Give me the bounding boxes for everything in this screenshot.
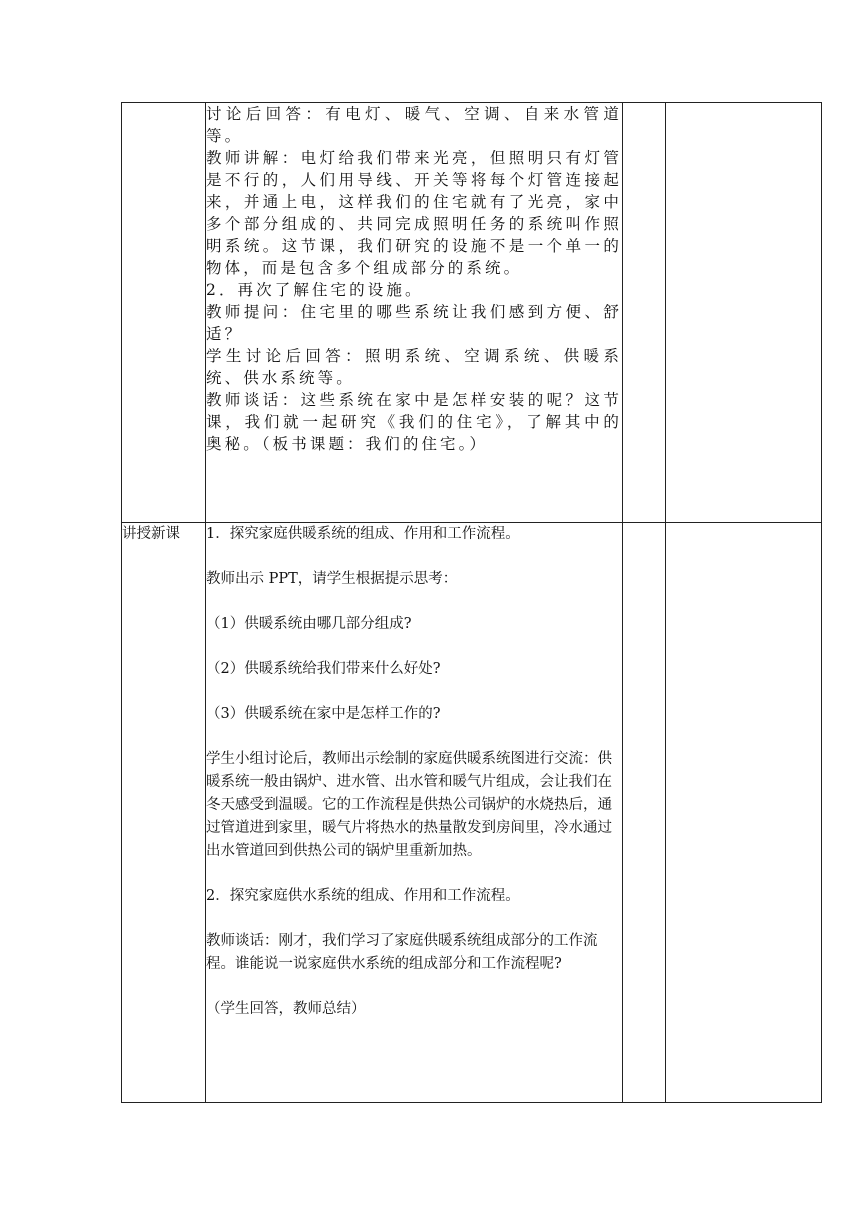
lesson-plan-table [121, 102, 822, 1103]
paragraph: （3）供暖系统在家中是怎样工作的? [206, 706, 441, 722]
empty-cell [666, 523, 822, 1103]
paragraph: 学生讨论后回答：照明系统、空调系统、供暖系统、供水系统等。 [206, 347, 622, 387]
paragraph: （1）供暖系统由哪几部分组成? [206, 616, 412, 632]
paragraph: （2）供暖系统给我们带来什么好处? [206, 661, 441, 677]
paragraph: （学生回答，教师总结） [206, 1001, 366, 1017]
paragraph: 教师提问：住宅里的哪些系统让我们感到方便、舒适？ [206, 303, 622, 343]
table-row [122, 103, 822, 523]
activity-cell [206, 103, 623, 523]
paragraph: 2．探究家庭供水系统的组成、作用和工作流程。 [206, 888, 520, 904]
stage-cell [122, 103, 206, 523]
empty-cell [666, 103, 822, 523]
paragraph: 1．探究家庭供暖系统的组成、作用和工作流程。 [206, 526, 520, 542]
empty-cell [623, 103, 666, 523]
activity-cell [206, 523, 623, 1103]
table-row [122, 523, 822, 1103]
paragraph: 讨论后回答：有电灯、暖气、空调、自来水管道等。 [206, 105, 622, 145]
paragraph: 教师谈话：刚才，我们学习了家庭供暖系统组成部分的工作流程。谁能说一说家庭供水系统的组成部分和工作流程呢? [206, 933, 598, 972]
paragraph: 教师出示 PPT，请学生根据提示思考： [206, 571, 458, 587]
empty-cell [623, 523, 666, 1103]
paragraph: 教师谈话：这些系统在家中是怎样安装的呢？这节课，我们就一起研究《我们的住宅》，了解其中的奥秘。（板书课题：我们的住宅。） [206, 391, 622, 453]
paragraph: 学生小组讨论后，教师出示绘制的家庭供暖系统图进行交流：供暖系统一般由锅炉、进水管、出水管和暖气片组成，会让我们在冬天感受到温暖。它的工作流程是供热公司锅炉的水烧热后，通过管道进到家里，暖气片将热水的热量散发到房间里，冷水通过出水管道回到供热公司的锅炉里重新加热。 [206, 751, 612, 859]
paragraph: 教师讲解：电灯给我们带来光亮，但照明只有灯管是不行的，人们用导线、开关等将每个灯管连接起来，并通上电，这样我们的住宅就有了光亮，家中多个部分组成的、共同完成照明任务的系统叫作照明系统。这节课，我们研究的设施不是一个单一的物体，而是包含多个组成部分的系统。 [206, 149, 622, 277]
paragraph: 2．再次了解住宅的设施。 [206, 281, 424, 299]
stage-label: 讲授新课 [122, 523, 206, 1103]
